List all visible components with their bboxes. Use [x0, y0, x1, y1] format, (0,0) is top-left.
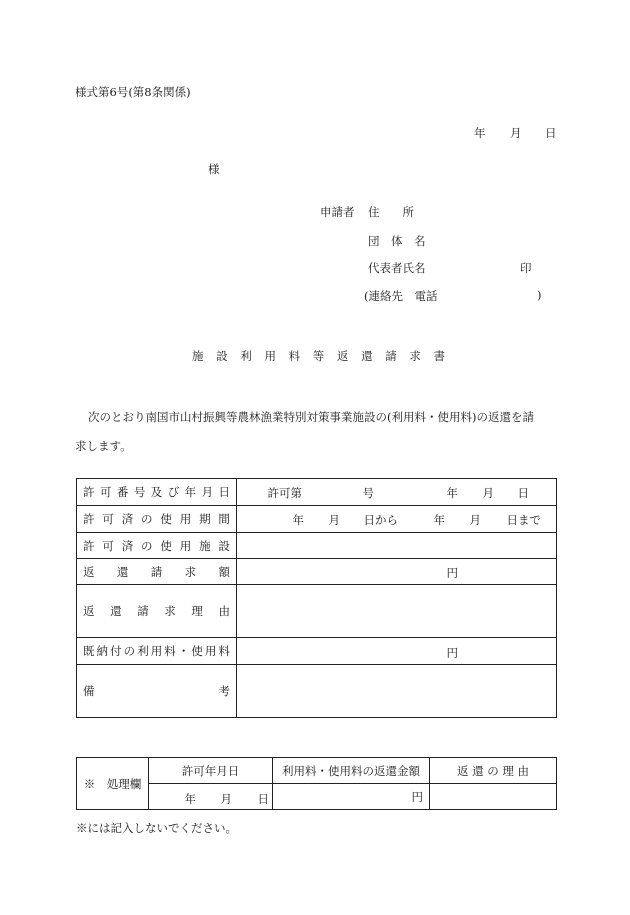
permit-date-cell[interactable]	[149, 784, 273, 810]
request-table	[76, 478, 557, 718]
table-row	[77, 479, 557, 506]
table-row	[77, 758, 557, 784]
permit-prefix: 許可第	[267, 485, 302, 500]
period-from-day: 日から	[363, 512, 398, 527]
refund-amount-cell[interactable]	[237, 559, 557, 585]
period-to-month: 月	[469, 512, 481, 527]
body-text-line2: 求します。	[75, 439, 132, 453]
date-year-label: 年	[474, 126, 486, 140]
proc-month: 月	[220, 791, 232, 806]
label-refund-amount: 返 還 請 求 額	[83, 564, 230, 579]
row-label	[77, 585, 237, 638]
use-facility-cell[interactable]	[237, 533, 557, 559]
table-row	[77, 559, 557, 585]
label-use-facility: 許 可 済 の 使 用 施 設	[83, 538, 230, 553]
applicant-label: 申請者	[320, 205, 355, 219]
col-refund-reason: 返 還 の 理 由	[430, 758, 557, 784]
proc-yen: 円	[411, 789, 423, 804]
date-day-label: 日	[545, 126, 557, 140]
date-month-label: 月	[510, 126, 522, 140]
label-refund-reason: 返 還 請 求 理 由	[83, 604, 230, 618]
footer-note: ※には記入しないでください。	[76, 821, 237, 835]
row-label	[77, 533, 237, 559]
table-row	[77, 638, 557, 665]
table-row	[77, 585, 557, 638]
form-number: 様式第6号(第8条関係)	[75, 85, 191, 99]
contact-close-paren: )	[537, 288, 542, 302]
paid-fees-cell[interactable]	[237, 638, 557, 665]
period-from-month: 月	[328, 512, 340, 527]
permit-go: 号	[362, 485, 374, 500]
row-label	[77, 638, 237, 665]
col-permit-date: 許可年月日	[149, 758, 273, 784]
remarks-bi: 備	[83, 684, 95, 698]
contact-phone-label: (連絡先 電話	[364, 289, 438, 303]
refund-reason-proc-cell[interactable]	[430, 784, 557, 810]
body-text-line1: 次のとおり南国市山村振興等農林漁業特別対策事業施設の(利用料・使用料)の返還を請	[88, 410, 534, 424]
seal-mark: 印	[520, 261, 532, 275]
proc-year: 年	[184, 791, 196, 806]
address-label: 住 所	[368, 205, 414, 219]
refund-reason-cell[interactable]	[237, 585, 557, 638]
row-label	[77, 506, 237, 533]
label-remarks	[77, 683, 236, 699]
permit-month: 月	[482, 485, 494, 500]
processing-table	[76, 757, 557, 810]
period-from-year: 年	[292, 512, 304, 527]
label-permit-number-date: 許 可 番 号 及 び 年 月 日	[83, 485, 230, 499]
label-use-period: 許 可 済 の 使 用 期 間	[83, 512, 230, 526]
table-row	[77, 506, 557, 533]
permit-year: 年	[446, 485, 458, 500]
row-label	[77, 559, 237, 585]
refund-amount-proc-cell[interactable]	[273, 784, 430, 810]
period-to-day: 日まで	[506, 512, 541, 527]
col-refund-amount: 利用料・使用料の返還金額	[273, 758, 430, 784]
representative-label: 代表者氏名	[368, 261, 426, 275]
document-title: 施 設 利 用 料 等 返 還 請 求 書	[192, 349, 446, 363]
period-to-year: 年	[433, 512, 445, 527]
refund-yen: 円	[446, 565, 458, 580]
label-paid-fees: 既 納 付 の 利 用 料 ・ 使 用 料	[83, 644, 230, 658]
addressee-sama: 様	[208, 162, 220, 176]
processing-mark: ※ 処理欄	[77, 758, 149, 810]
proc-day: 日	[257, 791, 269, 806]
permit-day: 日	[517, 485, 529, 500]
permit-number-cell[interactable]	[237, 479, 557, 506]
paid-yen: 円	[446, 645, 458, 660]
table-row	[77, 533, 557, 559]
organization-label: 団 体 名	[368, 234, 426, 248]
remarks-kou: 考	[218, 684, 230, 698]
use-period-cell[interactable]	[237, 506, 557, 533]
row-label	[77, 665, 237, 718]
table-row	[77, 784, 557, 810]
table-row	[77, 665, 557, 718]
row-label	[77, 479, 237, 506]
remarks-cell[interactable]	[237, 665, 557, 718]
